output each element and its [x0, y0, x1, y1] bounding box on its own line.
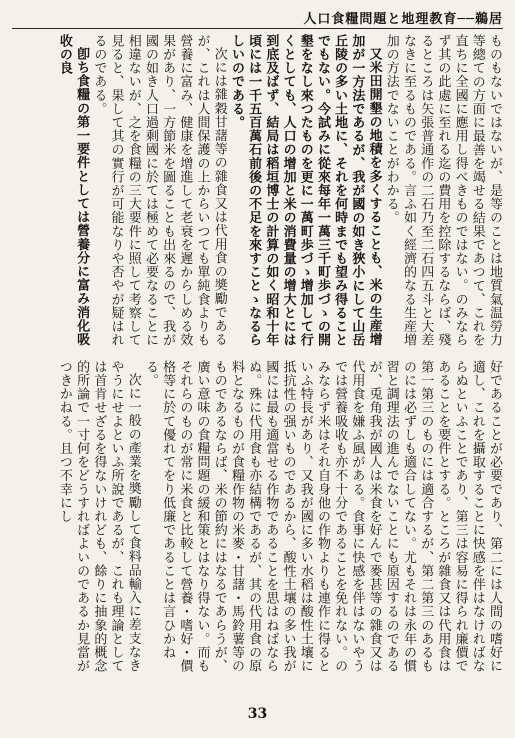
line: ふ如く經濟的なる生産増加の方法でないことがわかる。 [383, 34, 416, 347]
paragraph-5: 好であることが必要であり、第二には人間の嗜好に適し、これを攝取することに快感を伴はなければならぬといふことであり、第三は容易に得られ廉價であることを要件とする。ところが雜食又は代用食は第一第三のものには適合するが、第二第三のあるものには必ずしも適合してない。尤もそれは永年の慣習と調理法の進んでないことにも原因するのであるが、兎角我が國人は米食を好んで麥甚等の雜食又は代用食を嫌ふ風がある。食事に快感を伴はないやうでは營養吸收も亦不十分であることを免れない。のみならず米はそれ自身他の作物よりも連作に得るといふ特長があり、又我が國に多い水稻は酸性土壤に抵抗性の强いものであるから、酸性土壤の多い我が國には最も適當せる作物であることを思はねばならぬ。殊に代用食も亦結構であるが、其の代用食の原料となるものが食糧作物の米麥・甘藷・馬鈴薯等のものであるならば、米の節約にはなるであらうが、廣い意味の食糧問題の緩和策とはなり得ない。而もそれらのものが常に米食と比較して營養・嗜好・價格等に於て優れてをり低廉であることは言ひかねる。 [142, 360, 502, 673]
paragraph-2-lead: 又米田開墾の地積を多くすることも、米の生産增加が一 [349, 34, 382, 347]
paragraph-1 [383, 34, 503, 347]
paragraph-2-body: 方法であるが、我が國の如き狹小にして山岳丘陵の多い土地に、それを何時までも望み得ることでもない。今試みに從來每年一萬三千町歩づゝの開墾をなし來つたものを更に一萬町歩づゝ增加して行くとしても、人口の增加と米の消費量の增大とには到底及ばず、結局は稻垣博士の計算の如く昭和十年頃には一千五百萬石前後の不足を來すことゝなるらしいのである。 [228, 34, 365, 347]
line: 迄の費用を控除するならば、殘るところは矢張普通作の [418, 34, 451, 347]
line: 二石乃至二石四五斗と大差なきに至るものである。言 [400, 34, 434, 347]
line: 應用し得べきものではない。のみならず其の此處に至れる [435, 34, 468, 347]
page-number: 33 [247, 706, 268, 722]
paragraph-6: 次に一般の產業を奬勵して食料品輸入に差支なきやうにせよといふ所說であるが、これも理論としては首肯せざるを得ないけれども、餘りに抽象的概念的所論で一寸何をどうすればよいのであるか見當がつきかねる。且つ不幸にし [56, 360, 141, 673]
running-header-title: 人口食糧問題と地理教育──鵜居 [303, 11, 503, 27]
line: の方面に最善を竭せる結果であつて、これを直ちに全國に [452, 34, 485, 347]
lower-text-block [12, 360, 503, 678]
running-header [12, 6, 503, 29]
paragraph-2 [228, 34, 383, 347]
paragraph-4-bold: 卽ち食糧の第一要件としては營養分に富み消化吸收の良 [56, 34, 90, 347]
line: ものもないではないが、是等のことは地質氣温勞力等總て [469, 34, 502, 347]
upper-text-block [12, 34, 503, 347]
paragraph-3: 次には雜穀甘藷等の雜食又は代用食の奬勵であるが、これは人間保護の上からいつても單純食よりも營養に富み、健康を增進して老衰を遲からしめる效果があり、一方節米を圖ることも出來るので、我が國の如き人口過剩國に於ては極めて必要なることに相違ないが、之を食糧の三大要件に照して考察して見ると、果して其の實行が可能なりや否やが疑はれるのである。 [91, 34, 227, 347]
